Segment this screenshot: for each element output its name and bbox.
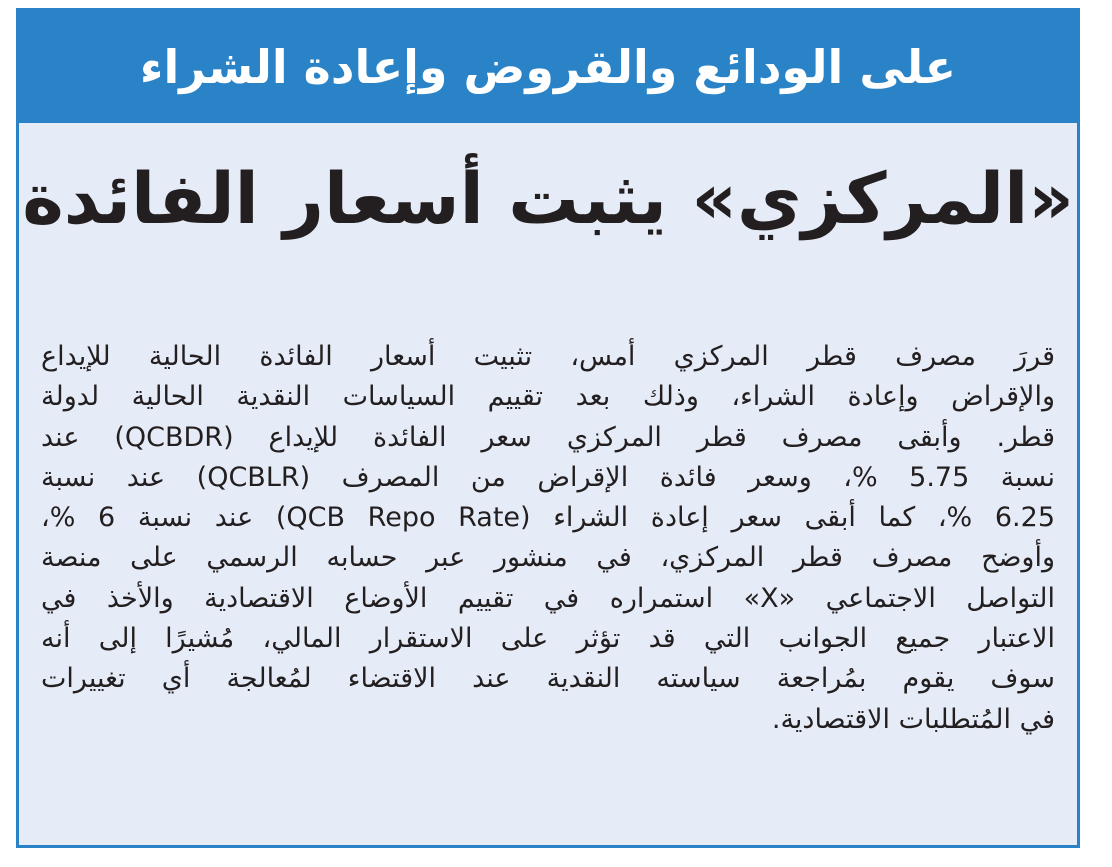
kicker-banner bbox=[19, 11, 1077, 123]
headline-container bbox=[19, 158, 1077, 240]
body-line: نسبة 5.75 %، وسعر فائدة الإقراض من المصرف (QCBLR) عند نسبة bbox=[41, 461, 1055, 493]
news-article-box bbox=[16, 8, 1080, 848]
body-line: في المُتطلبات الاقتصادية. bbox=[771, 703, 1055, 735]
kicker-title: على الودائع والقروض وإعادة الشراء bbox=[139, 40, 957, 94]
body-line: قطر. وأبقى مصرف قطر المركزي سعر الفائدة للإيداع (QCBDR) عند bbox=[41, 421, 1055, 453]
body-line: الاعتبار جميع الجوانب التي قد تؤثر على الاستقرار المالي، مُشيرًا إلى أنه bbox=[41, 623, 1055, 655]
body-line: 6.25 %، كما أبقى سعر إعادة الشراء (QCB Repo Rate) عند نسبة 6 %، bbox=[41, 502, 1055, 534]
article-headline: «المركزي» يثبت أسعار الفائدة bbox=[22, 158, 1074, 240]
body-line: التواصل الاجتماعي «X» استمراره في تقييم الأوضاع الاقتصادية والأخذ في bbox=[41, 582, 1055, 614]
body-line: قررَ مصرف قطر المركزي أمس، تثبيت أسعار الفائدة الحالية للإيداع bbox=[41, 341, 1055, 372]
article-body bbox=[41, 337, 1055, 740]
body-line: سوف يقوم بمُراجعة سياسته النقدية عند الاقتضاء لمُعالجة أي تغييرات bbox=[41, 663, 1055, 695]
body-line: والإقراض وإعادة الشراء، وذلك بعد تقييم السياسات النقدية الحالية لدولة bbox=[41, 381, 1055, 413]
body-line: وأوضح مصرف قطر المركزي، في منشور عبر حسابه الرسمي على منصة bbox=[41, 542, 1055, 574]
